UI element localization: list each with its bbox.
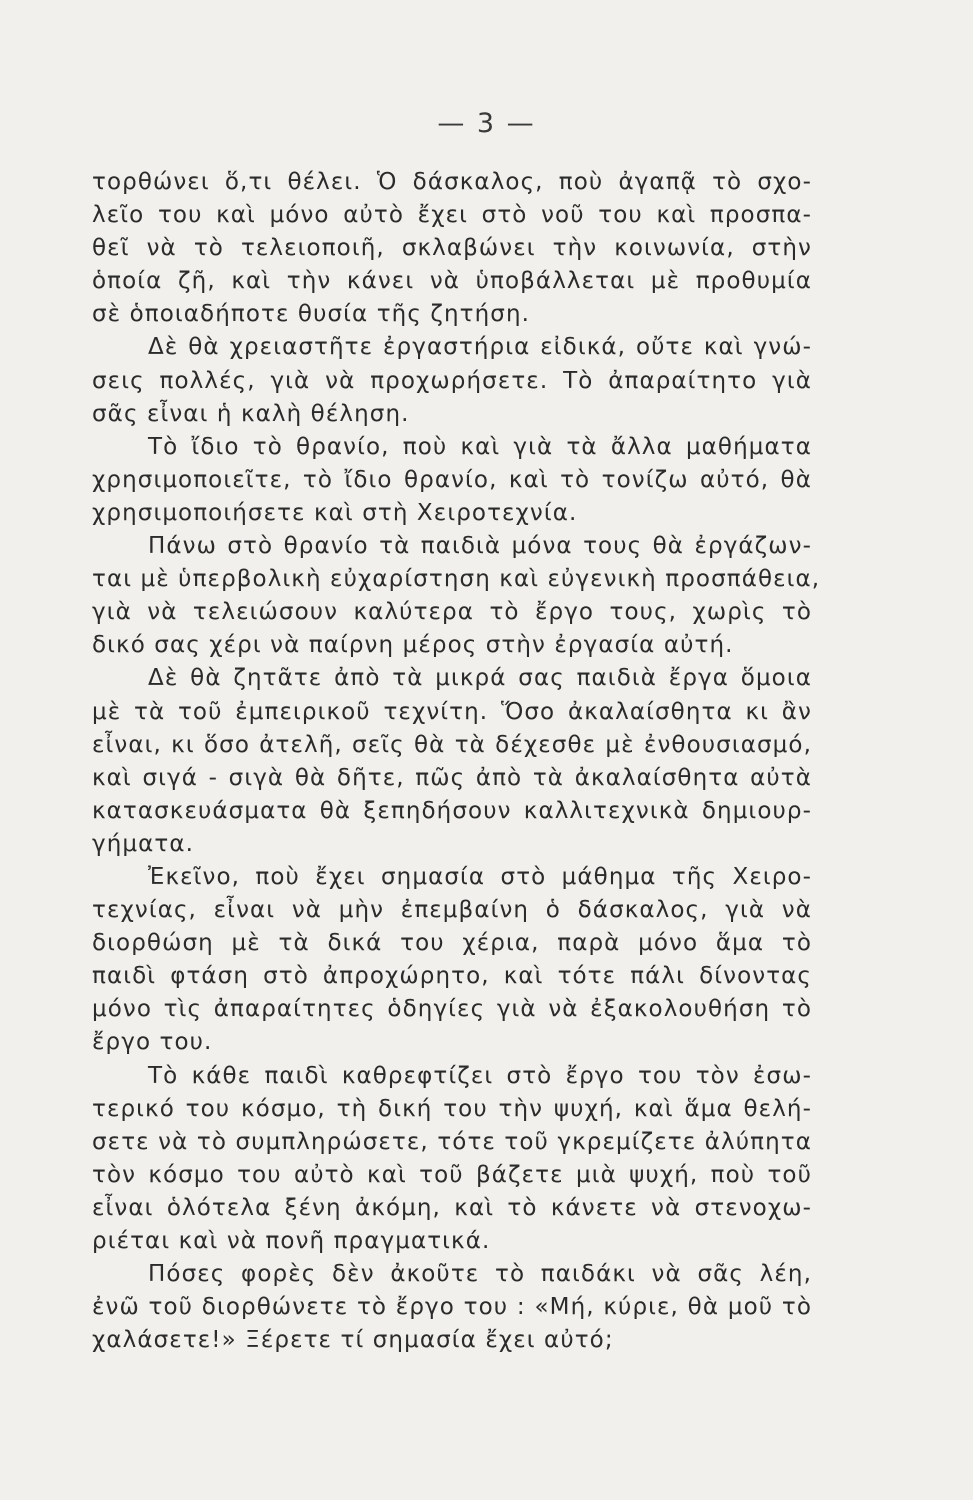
text-line: Ἐκεῖνο, ποὺ ἔχει σημασία στὸ μάθημα τῆς Χειρο- xyxy=(148,863,812,890)
text-line: δικό σας χέρι νὰ παίρνη μέρος στὴν ἐργασία αὐτή. xyxy=(92,632,734,659)
body-text xyxy=(92,166,821,1357)
text-line: γήματα. xyxy=(92,830,195,857)
text-line: τὸν κόσμο του αὐτὸ καὶ τοῦ βάζετε μιὰ ψυχή, ποὺ τοῦ xyxy=(92,1161,812,1188)
text-line: χαλάσετε!» Ξέρετε τί σημασία ἔχει αὐτό; xyxy=(92,1327,614,1354)
text-line: μὲ τὰ τοῦ ἐμπειρικοῦ τεχνίτη. Ὅσο ἀκαλαίσθητα κι ἂν xyxy=(92,698,812,725)
text-line: ἐνῶ τοῦ διορθώνετε τὸ ἔργο του : «Μή, κύριε, θὰ μοῦ τὸ xyxy=(92,1294,812,1321)
text-line: λεῖο του καὶ μόνο αὐτὸ ἔχει στὸ νοῦ του καὶ προσπα- xyxy=(92,202,812,229)
text-line: σὲ ὁποιαδήποτε θυσία τῆς ζητήση. xyxy=(92,301,531,328)
text-line: καὶ σιγά - σιγὰ θὰ δῆτε, πῶς ἀπὸ τὰ ἀκαλαίσθητα αὐτὰ xyxy=(92,764,812,791)
text-line: Δὲ θὰ ζητᾶτε ἀπὸ τὰ μικρά σας παιδιὰ ἔργα ὅμοια xyxy=(148,665,812,692)
text-line: Πάνω στὸ θρανίο τὰ παιδιὰ μόνα τους θὰ ἐργάζων- xyxy=(148,533,812,560)
text-line: χρησιμοποιεῖτε, τὸ ἴδιο θρανίο, καὶ τὸ τονίζω αὐτό, θὰ xyxy=(92,466,812,493)
text-line: Πόσες φορὲς δὲν ἀκοῦτε τὸ παιδάκι νὰ σᾶς λέη, xyxy=(148,1261,812,1288)
text-line: Δὲ θὰ χρειαστῆτε ἐργαστήρια εἰδικά, οὔτε καὶ γνώ- xyxy=(148,334,812,361)
text-line: χρησιμοποιήσετε καὶ στὴ Χειροτεχνία. xyxy=(92,499,578,526)
text-line: ται μὲ ὑπερβολικὴ εὐχαρίστηση καὶ εὐγενικὴ προσπάθεια, xyxy=(92,566,821,593)
text-line: τερικό του κόσμο, τὴ δική του τὴν ψυχή, καὶ ἅμα θελή- xyxy=(92,1095,812,1122)
text-line: ριέται καὶ νὰ πονῆ πραγματικά. xyxy=(92,1228,491,1254)
text-line: γιὰ νὰ τελειώσουν καλύτερα τὸ ἔργο τους, χωρὶς τὸ xyxy=(92,599,812,626)
text-line: σεις πολλές, γιὰ νὰ προχωρήσετε. Τὸ ἀπαραίτητο γιὰ xyxy=(92,367,812,394)
text-line: Τὸ κάθε παιδὶ καθρεφτίζει στὸ ἔργο του τὸν ἐσω- xyxy=(148,1062,812,1089)
text-line: σᾶς εἶναι ἡ καλὴ θέληση. xyxy=(92,400,410,427)
text-line: τεχνίας, εἶναι νὰ μὴν ἐπεμβαίνη ὁ δάσκαλος, γιὰ νὰ xyxy=(92,897,812,924)
text-line: κατασκευάσματα θὰ ξεπηδήσουν καλλιτεχνικὰ δημιουρ- xyxy=(92,797,812,824)
text-line: ὁποία ζῆ, καὶ τὴν κάνει νὰ ὑποβάλλεται μὲ προθυμία xyxy=(92,268,812,295)
text-line: τορθώνει ὅ,τι θέλει. Ὁ δάσκαλος, ποὺ ἀγαπᾷ τὸ σχο- xyxy=(92,169,812,195)
text-line: σετε νὰ τὸ συμπληρώσετε, τότε τοῦ γκρεμίζετε ἀλύπητα xyxy=(92,1128,812,1155)
text-line: μόνο τὶς ἀπαραίτητες ὁδηγίες γιὰ νὰ ἐξακολουθήση τὸ xyxy=(92,996,812,1023)
text-line: διορθώση μὲ τὰ δικά του χέρια, παρὰ μόνο ἅμα τὸ xyxy=(92,930,812,957)
text-line: ἔργο του. xyxy=(92,1029,213,1056)
text-line: εἶναι ὁλότελα ξένη ἀκόμη, καὶ τὸ κάνετε νὰ στενοχω- xyxy=(92,1194,812,1221)
page-number: — 3 — xyxy=(437,108,536,139)
text-line: θεῖ νὰ τὸ τελειοποιῆ, σκλαβώνει τὴν κοινωνία, στὴν xyxy=(92,235,812,262)
text-line: εἶναι, κι ὅσο ἀτελῆ, σεῖς θὰ τὰ δέχεσθε μὲ ἐνθουσιασμό, xyxy=(92,731,812,758)
text-line: Τὸ ἴδιο τὸ θρανίο, ποὺ καὶ γιὰ τὰ ἄλλα μαθήματα xyxy=(148,433,812,460)
text-line: παιδὶ φτάση στὸ ἀπροχώρητο, καὶ τότε πάλι δίνοντας xyxy=(92,963,812,990)
